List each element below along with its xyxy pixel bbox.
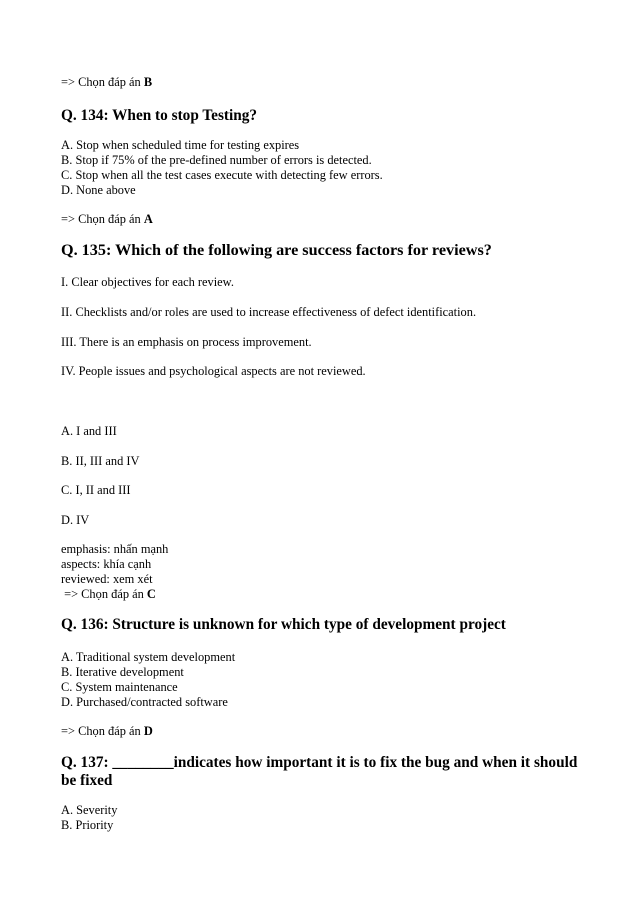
- option-b: B. Iterative development: [61, 665, 184, 679]
- option-a: A. Traditional system development: [61, 650, 236, 664]
- answer-letter: C: [146, 587, 156, 601]
- option-c: C. I, II and III: [61, 483, 131, 497]
- option-d: D. Purchased/contracted software: [61, 695, 228, 709]
- answer-letter: D: [143, 724, 153, 738]
- statement-ii: II. Checklists and/or roles are used to increase effectiveness of defect identification.: [61, 305, 477, 319]
- vocab-line: aspects: khía cạnh: [61, 557, 152, 571]
- vocab-line: reviewed: xem xét: [61, 572, 153, 586]
- statement-i: I. Clear objectives for each review.: [61, 275, 234, 289]
- question-heading-q137: Q. 137: ________indicates how important it is to fix the bug and when it should be fixed: [61, 754, 578, 789]
- option-c: C. Stop when all the test cases execute with detecting few errors.: [61, 168, 383, 182]
- answer-line-q136: => Chọn đáp án D: [61, 724, 153, 738]
- option-a: A. Stop when scheduled time for testing expires: [61, 138, 300, 152]
- question-heading-q136: Q. 136: Structure is unknown for which type of development project: [61, 616, 506, 633]
- statement-iv: IV. People issues and psychological aspects are not reviewed.: [61, 364, 366, 378]
- statement-iii: III. There is an emphasis on process improvement.: [61, 335, 312, 349]
- option-a: A. I and III: [61, 424, 117, 438]
- question-heading-q134: Q. 134: When to stop Testing?: [61, 107, 258, 124]
- option-d: D. IV: [61, 513, 90, 527]
- option-b: B. Priority: [61, 818, 114, 832]
- option-d: D. None above: [61, 183, 136, 197]
- option-c: C. System maintenance: [61, 680, 178, 694]
- option-b: B. Stop if 75% of the pre-defined number of errors is detected.: [61, 153, 372, 167]
- question-heading-q135: Q. 135: Which of the following are success factors for reviews?: [61, 241, 492, 259]
- answer-letter: B: [143, 75, 153, 89]
- vocab-line: emphasis: nhấn mạnh: [61, 542, 169, 556]
- answer-line-q133: => Chọn đáp án B: [61, 75, 153, 89]
- option-b: B. II, III and IV: [61, 454, 140, 468]
- answer-line-q135: => Chọn đáp án C: [61, 587, 156, 601]
- option-a: A. Severity: [61, 803, 118, 817]
- answer-letter: A: [143, 212, 153, 226]
- answer-line-q134: => Chọn đáp án A: [61, 212, 153, 226]
